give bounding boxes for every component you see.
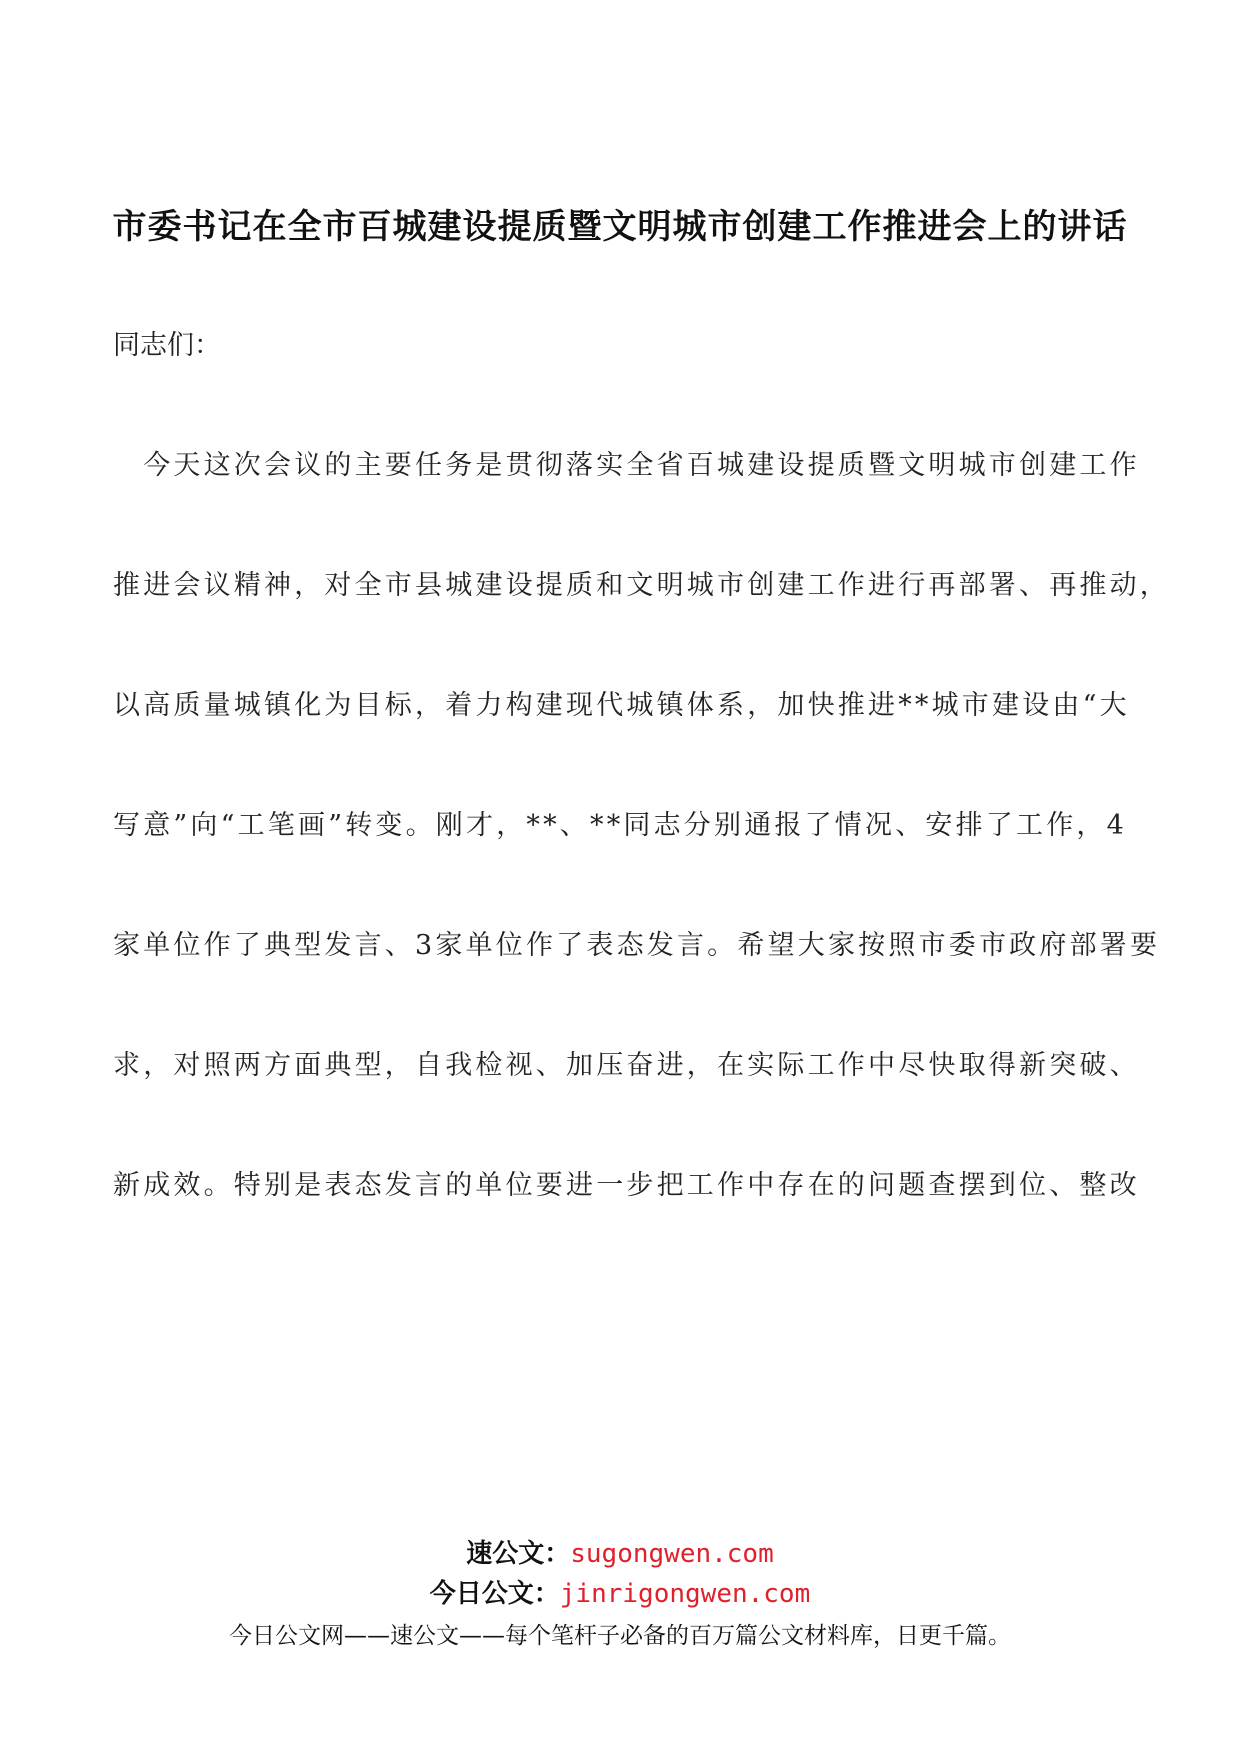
footer-link-sugongwen[interactable]: sugongwen.com <box>570 1539 774 1569</box>
footer-site-line-1 <box>0 1536 1240 1572</box>
paragraph-line: 以高质量城镇化为目标，着力构建现代城镇体系，加快推进**城市建设由“大 <box>113 690 1130 721</box>
salutation: 同志们： <box>113 330 221 361</box>
paragraph-line: 家单位作了典型发言、3家单位作了表态发言。希望大家按照市委市政府部署要 <box>113 930 1161 961</box>
paragraph-line: 今天这次会议的主要任务是贯彻落实全省百城建设提质暨文明城市创建工作 <box>113 450 1140 481</box>
paragraph-line: 推进会议精神，对全市县城建设提质和文明城市创建工作进行再部署、再推动， <box>113 570 1170 601</box>
footer-site-line-2 <box>0 1576 1240 1612</box>
paragraph-line: 求，对照两方面典型，自我检视、加压奋进，在实际工作中尽快取得新突破、 <box>113 1050 1140 1081</box>
footer-link-jinrigongwen[interactable]: jinrigongwen.com <box>559 1579 811 1609</box>
footer-site-label-2: 今日公文： <box>429 1579 560 1609</box>
document-title: 市委书记在全市百城建设提质暨文明城市创建工作推进会上的讲话 <box>112 207 1128 247</box>
paragraph-line: 新成效。特别是表态发言的单位要进一步把工作中存在的问题查摆到位、整改 <box>113 1170 1140 1201</box>
footer-slogan: 今日公文网——速公文——每个笔杆子必备的百万篇公文材料库，日更千篇。 <box>229 1623 1011 1649</box>
paragraph-line: 写意”向“工笔画”转变。刚才，**、**同志分别通报了情况、安排了工作，4 <box>113 810 1127 841</box>
footer-site-label-1: 速公文： <box>466 1539 571 1569</box>
